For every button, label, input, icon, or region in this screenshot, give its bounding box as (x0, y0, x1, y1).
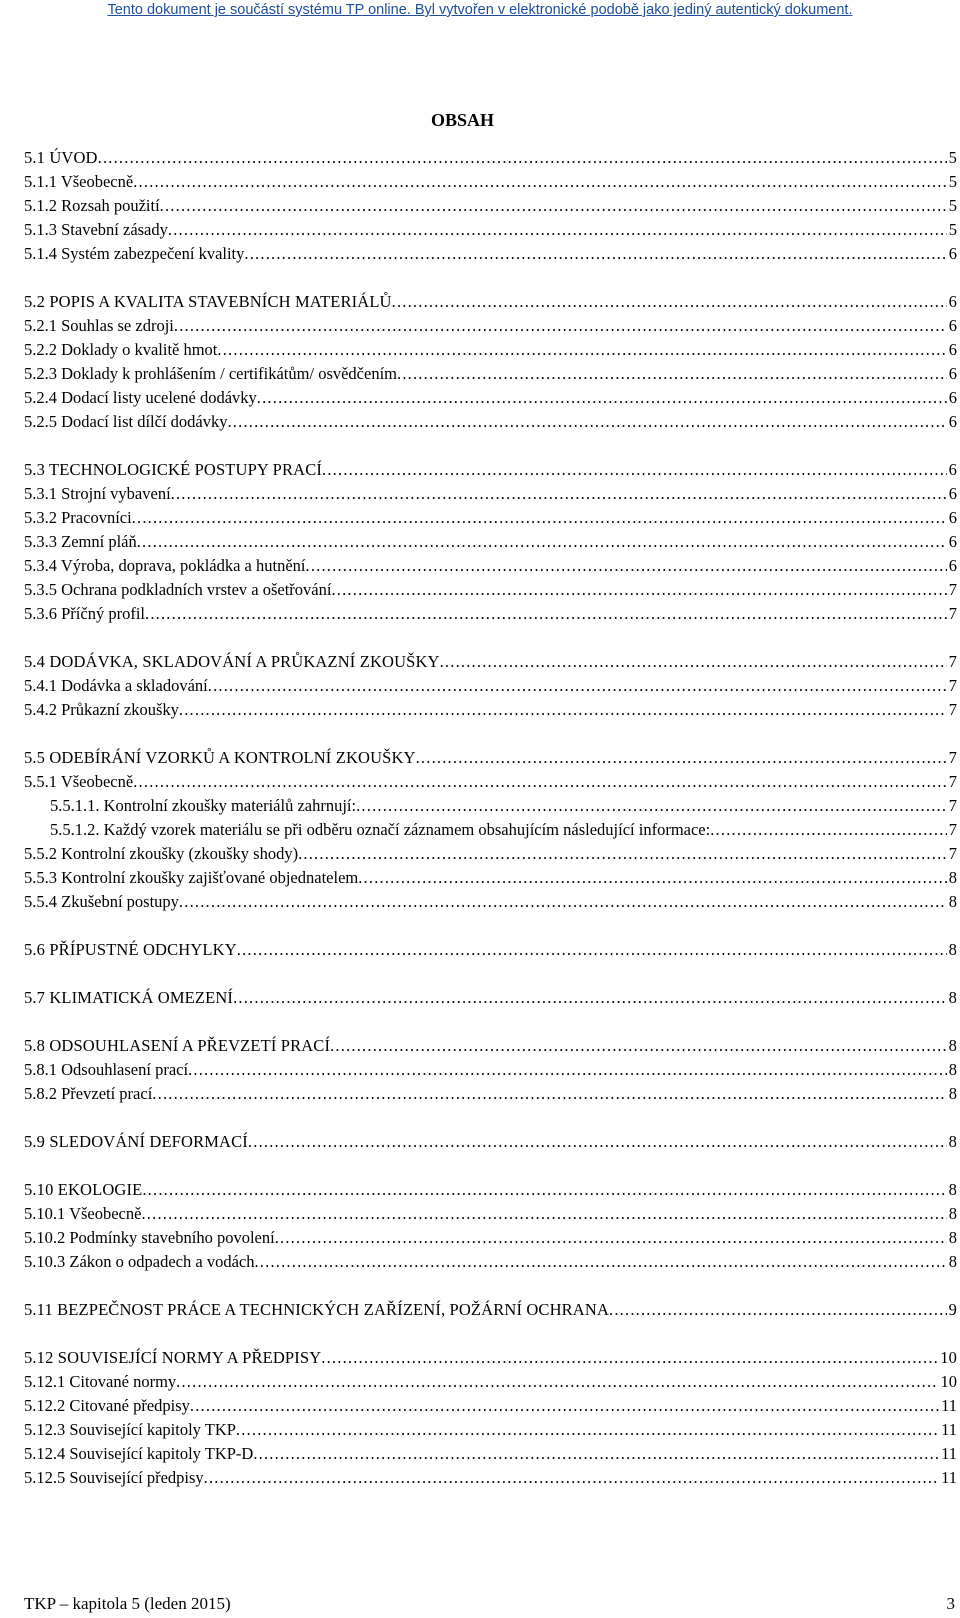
toc-entry-label: 5.2.3 Doklady k prohlášením / certifikátům/ osvědčením (24, 364, 397, 383)
toc-page-number: 5 (948, 196, 957, 215)
toc-entry-label: 5.8.2 Převzetí prací (24, 1084, 153, 1103)
toc-entry[interactable] (24, 363, 957, 385)
toc-leader-dots (257, 387, 947, 409)
toc-page-number: 11 (941, 1396, 957, 1415)
toc-page-number: 7 (948, 676, 957, 695)
toc-leader-dots (145, 603, 947, 625)
toc-leader-dots (208, 675, 947, 697)
toc-leader-dots (141, 1203, 946, 1225)
toc-leader-dots (152, 1083, 946, 1105)
toc-page-number: 6 (948, 556, 957, 575)
toc-entry-label: 5.2.2 Doklady o kvalitě hmot (24, 340, 218, 359)
toc-entry-label: 5.12.3 Související kapitoly TKP (24, 1420, 236, 1439)
toc-entry[interactable] (24, 1467, 957, 1489)
toc-page-number: 8 (948, 892, 957, 911)
toc-entry[interactable] (24, 747, 957, 769)
toc-entry[interactable] (24, 1035, 957, 1057)
toc-entry-label: 5.12.1 Citované normy (24, 1372, 177, 1391)
toc-entry-label: 5.3.1 Strojní vybavení (24, 484, 171, 503)
toc-page-number: 7 (948, 772, 957, 791)
toc-entry-label: 5.2 POPIS A KVALITA STAVEBNÍCH MATERIÁLŮ (24, 292, 392, 311)
toc-page-number: 6 (948, 316, 957, 335)
toc-entry[interactable] (24, 387, 957, 409)
toc-entry[interactable] (24, 579, 957, 601)
toc-entry[interactable] (24, 1203, 957, 1225)
toc-leader-dots (392, 291, 947, 313)
toc-leader-dots (330, 1035, 947, 1057)
toc-leader-dots (227, 411, 946, 433)
toc-page-number: 6 (948, 244, 957, 263)
toc-page-number: 8 (948, 1084, 957, 1103)
toc-page-number: 11 (941, 1420, 957, 1439)
toc-page-number: 5 (948, 172, 957, 191)
toc-page-number: 7 (948, 700, 957, 719)
toc-leader-dots (248, 1131, 947, 1153)
toc-entry[interactable] (24, 1179, 957, 1201)
toc-page-number: 5 (948, 148, 957, 167)
toc-entry[interactable] (24, 1083, 957, 1105)
toc-entry-label: 5.11 BEZPEČNOST PRÁCE A TECHNICKÝCH ZAŘÍZENÍ, POŽÁRNÍ OCHRANA (24, 1300, 610, 1319)
toc-leader-dots (358, 867, 947, 889)
toc-entry[interactable] (24, 315, 957, 337)
toc-page-number: 7 (948, 748, 957, 767)
toc-leader-dots (179, 891, 947, 913)
toc-entry[interactable] (24, 483, 957, 505)
toc-entry-label: 5.5.1.2. Každý vzorek materiálu se při odběru označí záznamem obsahujícím následující informace: (50, 820, 711, 839)
toc-entry-label: 5.3.6 Příčný profil (24, 604, 145, 623)
toc-leader-dots (331, 579, 946, 601)
toc-entry[interactable] (24, 171, 957, 193)
toc-page-number: 7 (948, 652, 957, 671)
toc-entry-label: 5.3.3 Zemní pláň (24, 532, 137, 551)
toc-entry-label: 5.2.1 Souhlas se zdroji (24, 316, 174, 335)
toc-entry-label: 5.8 ODSOUHLASENÍ A PŘEVZETÍ PRACÍ (24, 1036, 331, 1055)
toc-entry[interactable] (24, 1347, 957, 1369)
toc-leader-dots (142, 1179, 946, 1201)
toc-entry-label: 5.1.2 Rozsah použití (24, 196, 160, 215)
toc-page-number: 6 (948, 340, 957, 359)
toc-page-number: 6 (948, 388, 957, 407)
toc-entry-label: 5.1.1 Všeobecně (24, 172, 134, 191)
toc-leader-dots (321, 1347, 938, 1369)
toc-leader-dots (179, 699, 947, 721)
toc-leader-dots (176, 1371, 938, 1393)
toc-leader-dots (356, 795, 947, 817)
toc-entry-label: 5.5.1 Všeobecně (24, 772, 134, 791)
toc-page-number: 8 (948, 1204, 957, 1223)
toc-entry[interactable] (24, 339, 957, 361)
toc-page-number: 11 (941, 1468, 957, 1487)
toc-entry[interactable] (24, 411, 957, 433)
toc-leader-dots (160, 195, 947, 217)
toc-entry-label: 5.10.3 Zákon o odpadech a vodách (24, 1252, 255, 1271)
toc-page-number: 11 (941, 1444, 957, 1463)
toc-entry[interactable] (24, 1371, 957, 1393)
toc-leader-dots (397, 363, 947, 385)
toc-page-number: 8 (948, 868, 957, 887)
toc-leader-dots (217, 339, 946, 361)
toc-leader-dots (133, 771, 947, 793)
toc-entry-label: 5.5.3 Kontrolní zkoušky zajišťované objednatelem (24, 868, 359, 887)
toc-page-number: 6 (948, 484, 957, 503)
toc-entry-label: 5.4.1 Dodávka a skladování (24, 676, 208, 695)
toc-entry-label: 5.12.2 Citované předpisy (24, 1396, 190, 1415)
toc-entry-label: 5.6 PŘÍPUSTNÉ ODCHYLKY (24, 940, 237, 959)
toc-entry-label: 5.5.2 Kontrolní zkoušky (zkoušky shody) (24, 844, 299, 863)
footer-page-number: 3 (946, 1594, 955, 1613)
toc-page-number: 10 (940, 1348, 957, 1367)
toc-page-number: 7 (948, 844, 957, 863)
toc-page-number: 7 (948, 796, 957, 815)
toc-entry[interactable] (24, 555, 957, 577)
toc-leader-dots (171, 483, 947, 505)
toc-entry-label: 5.5 ODEBÍRÁNÍ VZORKŮ A KONTROLNÍ ZKOUŠKY (24, 748, 416, 767)
toc-leader-dots (233, 987, 947, 1009)
toc-entry[interactable] (24, 1299, 957, 1321)
toc-page-number: 8 (948, 1060, 957, 1079)
toc-leader-dots (416, 747, 947, 769)
toc-entry-label: 5.10 EKOLOGIE (24, 1180, 143, 1199)
toc-page-number: 6 (948, 508, 957, 527)
toc-entry[interactable] (24, 219, 957, 241)
toc-entry[interactable] (24, 867, 957, 889)
toc-entry-label: 5.3.4 Výroba, doprava, pokládka a hutnění (24, 556, 306, 575)
toc-page-number: 7 (948, 604, 957, 623)
toc-entry-label: 5.3.2 Pracovníci (24, 508, 132, 527)
toc-entry-label: 5.3 TECHNOLOGICKÉ POSTUPY PRACÍ (24, 460, 323, 479)
toc-page-number: 8 (948, 940, 957, 959)
footer-chapter: TKP – kapitola 5 (leden 2015) (24, 1594, 231, 1613)
toc-leader-dots (275, 1227, 947, 1249)
toc-entry-label: 5.1.3 Stavební zásady (24, 220, 168, 239)
toc-entry[interactable] (24, 195, 957, 217)
toc-entry-label: 5.12.4 Související kapitoly TKP-D (24, 1444, 254, 1463)
toc-leader-dots (133, 171, 947, 193)
toc-entry[interactable] (24, 843, 957, 865)
toc-entry[interactable] (24, 459, 957, 481)
toc-entry-label: 5.12 SOUVISEJÍCÍ NORMY A PŘEDPISY (24, 1348, 322, 1367)
page-title: OBSAH (430, 110, 495, 130)
toc-page-number: 5 (948, 220, 957, 239)
toc-leader-dots (98, 147, 947, 169)
toc-entry[interactable] (50, 795, 957, 817)
toc-entry[interactable] (24, 1059, 957, 1081)
toc-entry[interactable] (24, 291, 957, 313)
toc-entry-label: 5.12.5 Související předpisy (24, 1468, 204, 1487)
toc-entry[interactable] (24, 771, 957, 793)
toc-page-number: 7 (948, 820, 957, 839)
toc-leader-dots (174, 315, 947, 337)
toc-entry[interactable] (24, 243, 957, 265)
toc-leader-dots (132, 507, 947, 529)
toc-entry[interactable] (24, 531, 957, 553)
toc-entry[interactable] (50, 819, 957, 841)
toc-leader-dots (253, 1443, 939, 1465)
toc-entry-label: 5.1 ÚVOD (24, 148, 98, 167)
toc-leader-dots (204, 1467, 939, 1489)
toc-entry[interactable] (24, 603, 957, 625)
toc-entry[interactable] (24, 1419, 957, 1441)
toc-leader-dots (609, 1299, 947, 1321)
toc-leader-dots (137, 531, 947, 553)
toc-entry[interactable] (24, 1443, 957, 1465)
toc-page-number: 6 (948, 460, 957, 479)
toc-entry-label: 5.5.1.1. Kontrolní zkoušky materiálů zahrnují: (50, 796, 357, 815)
toc-page-number: 10 (940, 1372, 957, 1391)
toc-page-number: 8 (948, 988, 957, 1007)
toc-leader-dots (190, 1395, 939, 1417)
toc-entry[interactable] (24, 507, 957, 529)
toc-entry-label: 5.10.2 Podmínky stavebního povolení (24, 1228, 275, 1247)
toc-entry[interactable] (24, 987, 957, 1009)
toc-page-number: 6 (948, 412, 957, 431)
toc-entry[interactable] (24, 1227, 957, 1249)
toc-page-number: 8 (948, 1180, 957, 1199)
page-footer (24, 1594, 955, 1614)
toc-leader-dots (298, 843, 947, 865)
toc-entry-label: 5.9 SLEDOVÁNÍ DEFORMACÍ (24, 1132, 248, 1151)
toc-entry-label: 5.2.4 Dodací listy ucelené dodávky (24, 388, 257, 407)
toc-entry-label: 5.3.5 Ochrana podkladních vrstev a ošetřování (24, 580, 332, 599)
toc-page-number: 6 (948, 292, 957, 311)
toc-entry-label: 5.4.2 Průkazní zkoušky (24, 700, 179, 719)
toc-page-number: 8 (948, 1132, 957, 1151)
toc-entry-label: 5.10.1 Všeobecně (24, 1204, 142, 1223)
toc-entry[interactable] (24, 699, 957, 721)
toc-leader-dots (322, 459, 947, 481)
toc-leader-dots (236, 1419, 939, 1441)
toc-leader-dots (254, 1251, 946, 1273)
toc-page-number: 8 (948, 1252, 957, 1271)
toc-page-number: 7 (948, 580, 957, 599)
toc-leader-dots (306, 555, 947, 577)
toc-entry[interactable] (24, 651, 957, 673)
toc-entry[interactable] (24, 939, 957, 961)
toc-page-number: 6 (948, 364, 957, 383)
toc-page-number: 8 (948, 1228, 957, 1247)
toc-page-number: 8 (948, 1036, 957, 1055)
toc-entry[interactable] (24, 1131, 957, 1153)
toc-entry[interactable] (24, 1251, 957, 1273)
toc-leader-dots (168, 219, 947, 241)
toc-leader-dots (710, 819, 947, 841)
toc-entry-label: 5.4 DODÁVKA, SKLADOVÁNÍ A PRŮKAZNÍ ZKOUŠKY (24, 652, 440, 671)
toc-entry[interactable] (24, 147, 957, 169)
toc-entry-label: 5.7 KLIMATICKÁ OMEZENÍ (24, 988, 234, 1007)
system-banner: Tento dokument je součástí systému TP online. Byl vytvořen v elektronické podobě jako jediný autentický dokument. (107, 2, 853, 18)
toc-entry-label: 5.8.1 Odsouhlasení prací (24, 1060, 189, 1079)
toc-entry[interactable] (24, 891, 957, 913)
toc-entry[interactable] (24, 675, 957, 697)
toc-leader-dots (237, 939, 947, 961)
toc-leader-dots (188, 1059, 947, 1081)
toc-leader-dots (244, 243, 946, 265)
toc-entry-label: 5.2.5 Dodací list dílčí dodávky (24, 412, 228, 431)
toc-page-number: 6 (948, 532, 957, 551)
toc-entry-label: 5.5.4 Zkušební postupy (24, 892, 179, 911)
toc-page-number: 9 (948, 1300, 957, 1319)
toc-entry[interactable] (24, 1395, 957, 1417)
toc-leader-dots (440, 651, 947, 673)
toc-entry-label: 5.1.4 Systém zabezpečení kvality (24, 244, 245, 263)
